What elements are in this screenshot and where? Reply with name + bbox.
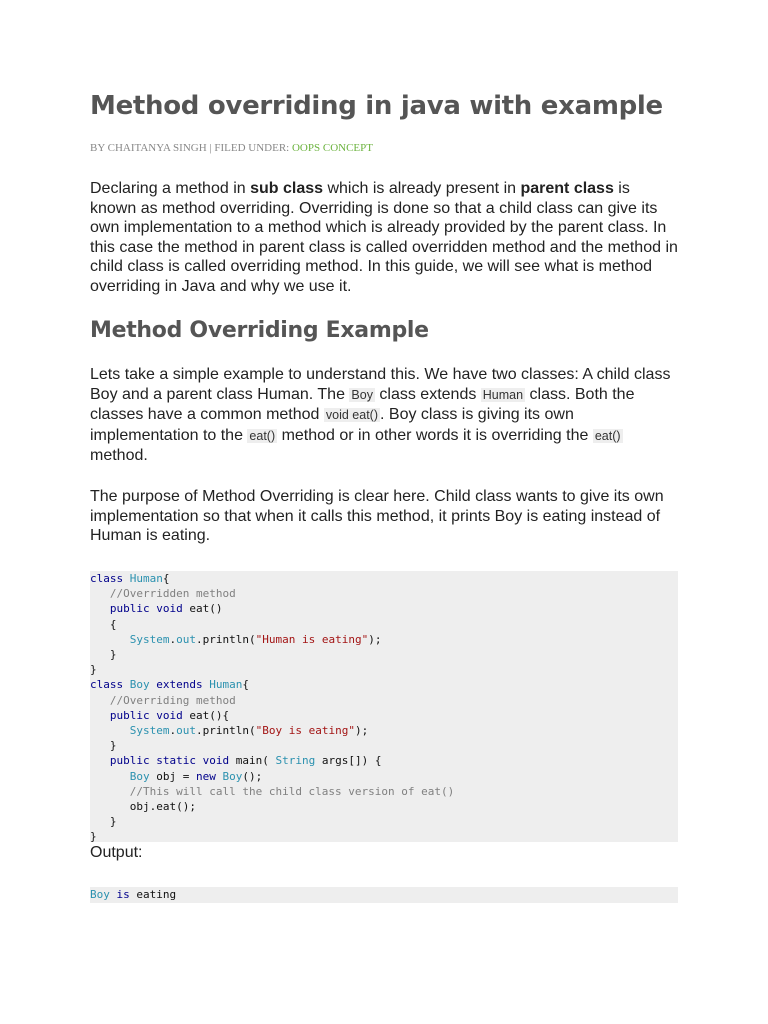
code-token: ); [368,632,382,646]
example-text-6: method. [90,447,148,464]
example-text-2: class extends [374,385,481,403]
code-token: Human [129,572,163,585]
output-token: eating [136,888,177,901]
code-token: void [156,602,183,616]
code-token: obj = [156,769,190,783]
code-token: args[]) { [321,754,382,768]
code-token: String [275,754,316,768]
example-text-4: . Boy class is giving its own implementation to the [90,406,574,444]
code-token: } [90,830,97,842]
code-token: . [169,632,177,646]
code-token: } [109,815,117,829]
intro-text-3: is known as method overriding. Overriding is done so that a child class can give its own implementation to a method which is already provided by the parent class. In this case the method in parent class is called overridden method and the method in child class is called overriding method. In this guide, we will see what is method overriding in Java and why we use it. [90,180,678,295]
code-comment: //Overridden method [109,587,236,601]
byline [90,142,373,154]
section-heading: Method Overriding Example [90,318,429,343]
output-token: is [116,888,130,901]
code-token: System [129,632,170,646]
code-token: { [242,678,249,692]
example-paragraph [90,365,680,466]
code-token: eat() [189,602,223,616]
code-comment: //This will call the child class version of eat() [129,784,455,798]
intro-bold-sub-class: sub class [250,180,324,197]
code-token: (); [242,769,263,783]
page-title: Method overriding in java with example [90,91,663,121]
code-token: out [176,632,196,646]
code-token: } [90,663,97,677]
code-token: extends [156,678,203,692]
code-token: Human [209,678,243,692]
example-text-3: class. Both the classes have a common method [90,385,635,423]
example-text-1: Lets take a simple example to understand this. We have two classes: A child class Boy and a parent class Human. The [90,366,671,403]
code-token: . [169,724,177,738]
inline-code-boy: Boy [351,387,373,402]
inline-code-eat-1: eat() [249,428,276,443]
code-token: Boy [129,769,150,783]
code-listing [90,571,678,842]
code-token: public [109,754,150,768]
code-string: "Human is eating" [255,632,369,646]
code-token: { [109,617,117,631]
code-token: .println( [196,632,256,646]
output-token: Boy [90,888,110,901]
code-token: static [156,754,196,768]
code-token: } [109,648,117,662]
code-comment: //Overriding method [109,693,236,707]
intro-paragraph [90,179,680,296]
byline-text: BY CHAITANYA SINGH | FILED UNDER: [90,142,292,154]
code-token: { [162,572,170,585]
code-token: Boy [222,769,243,783]
code-token: Boy [129,678,150,692]
code-token: eat(){ [189,708,230,722]
code-token: new [196,769,216,783]
code-token: obj.eat(); [129,800,196,814]
code-string: "Boy is eating" [255,724,355,738]
code-token: class [90,572,124,585]
output-label: Output: [90,844,143,861]
intro-text-2: which is already present in [323,180,521,197]
inline-code-void-eat: void eat() [325,408,378,422]
code-token: .println( [196,724,256,738]
code-token: out [176,724,196,738]
code-token: class [90,678,124,692]
code-token: public [109,602,150,616]
code-token: main( [235,754,269,768]
code-token: } [109,739,117,753]
code-block [90,571,678,842]
intro-bold-parent-class: parent class [520,180,614,197]
example-text-5: method or in other words it is overriding the [277,426,593,444]
code-token: System [129,724,170,738]
purpose-paragraph: The purpose of Method Overriding is clear here. Child class wants to give its own implementation so that when it calls this method, it prints Boy is eating instead of Human is eating. [90,488,664,544]
inline-code-human: Human [482,387,524,402]
category-link[interactable]: OOPS CONCEPT [291,142,373,154]
code-token: void [202,754,230,768]
code-token: void [156,708,183,722]
inline-code-eat-2: eat() [594,428,621,443]
output-listing [90,887,678,902]
output-block [90,887,678,903]
intro-text-1: Declaring a method in [90,180,251,197]
code-token: public [109,708,150,722]
code-token: ); [354,724,369,738]
